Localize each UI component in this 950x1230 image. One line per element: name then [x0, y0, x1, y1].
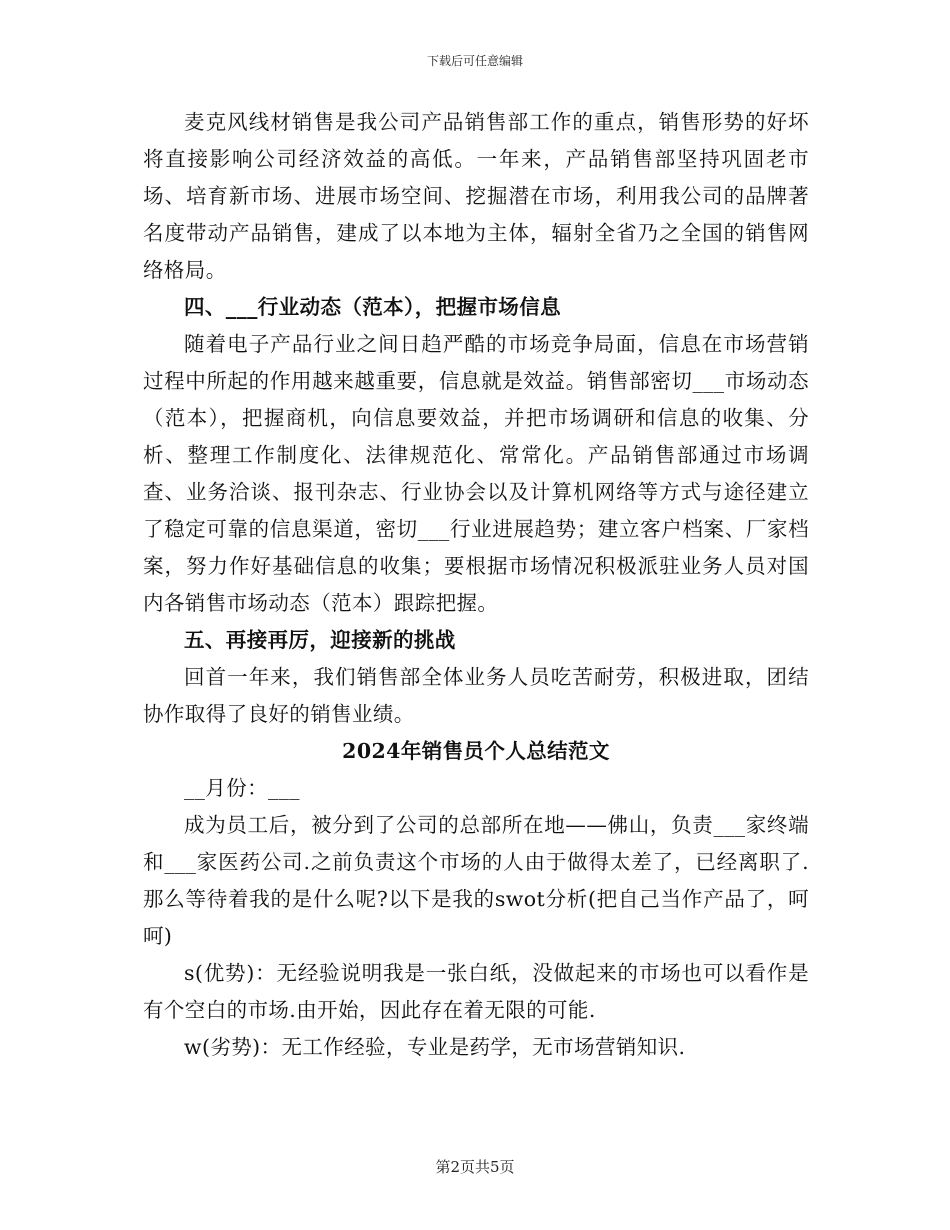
page-footer: 第2页共5页: [435, 1158, 515, 1176]
document-body: [143, 104, 809, 1066]
paragraph-sales-network: 麦克风线材销售是我公司产品销售部工作的重点，销售形势的好坏将直接影响公司经济效益的高低。一年来，产品销售部坚持巩固老市场、培育新市场、进展市场空间、挖掘潜在市场，利用我公司的品牌著名度带动产品销售，建成了以本地为主体，辐射全省乃之全国的销售网络格局。: [143, 110, 809, 282]
document-title: 2024年销售员个人总结范文: [342, 739, 610, 763]
section-heading-market-info: 四、___行业动态（范本），把握市场信息: [184, 295, 561, 319]
paragraph-month: __月份：___: [184, 776, 300, 800]
paragraph-new-employee: 成为员工后，被分到了公司的总部所在地——佛山，负责___家终端和___家医药公司.之前负责这个市场的人由于做得太差了，已经离职了.那么等待着我的是什么呢?以下是我的swot分析(把自己当作产品了，呵呵): [143, 813, 809, 948]
paragraph-market-info: 随着电子产品行业之间日趋严酷的市场竞争局面，信息在市场营销过程中所起的作用越来越重要，信息就是效益。销售部密切___市场动态（范本），把握商机，向信息要效益，并把市场调研和信息的收集、分析、整理工作制度化、法律规范化、常常化。产品销售部通过市场调查、业务洽谈、报刊杂志、行业协会以及计算机网络等方式与途径建立了稳定可靠的信息渠道，密切___行业进展趋势；建立客户档案、厂家档案，努力作好基础信息的收集；要根据市场情况积极派驻业务人员对国内各销售市场动态（范本）跟踪把握。: [143, 332, 809, 615]
paragraph-weaknesses: w(劣势)：无工作经验，专业是药学，无市场营销知识.: [184, 1035, 686, 1059]
paragraph-review: 回首一年来，我们销售部全体业务人员吃苦耐劳，积极进取，团结协作取得了良好的销售业绩。: [143, 665, 809, 726]
section-heading-new-challenge: 五、再接再厉，迎接新的挑战: [184, 628, 456, 652]
paragraph-strengths: s(优势)：无经验说明我是一张白纸，没做起来的市场也可以看作是有个空白的市场.由开始，因此存在着无限的可能.: [143, 961, 809, 1022]
page-header: 下载后可任意编辑: [426, 54, 523, 68]
